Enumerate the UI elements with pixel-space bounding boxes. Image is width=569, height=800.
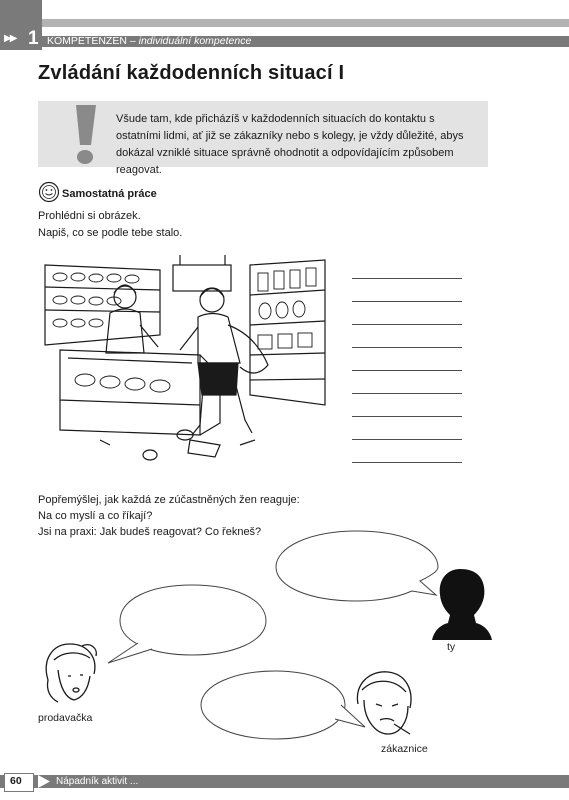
arrow-right-icon (36, 774, 52, 789)
section-label: KOMPETENZEN (47, 35, 127, 47)
instruction-line: Napiš, co se podle tebe stalo. (38, 227, 183, 239)
silhouette-icon (432, 565, 492, 640)
smiley-icon (38, 181, 60, 203)
exclamation-icon (66, 103, 102, 167)
header-top-stripe (40, 19, 569, 27)
answer-line[interactable] (352, 439, 462, 440)
section-subtitle: individuální kompetence (138, 35, 252, 47)
double-arrow-icon: ▶▶ (4, 33, 16, 44)
task-label: Samostatná práce (62, 188, 157, 200)
answer-line[interactable] (352, 370, 462, 371)
chapter-number: 1 (28, 28, 39, 49)
instruction-line: Prohlédni si obrázek. (38, 210, 141, 222)
answer-line[interactable] (352, 416, 462, 417)
answer-line[interactable] (352, 324, 462, 325)
page-title: Zvládání každodenních situací I (38, 62, 345, 84)
answer-line[interactable] (352, 301, 462, 302)
question-line: Na co myslí a co říkají? (38, 510, 153, 522)
speech-bubble-you[interactable] (270, 525, 445, 615)
supermarket-illustration (40, 255, 330, 475)
character-label-customer: zákaznice (381, 743, 428, 755)
info-text: Všude tam, kde přicházíš v každodenních situacích do kontaktu s ostatními lidmi, ať již se zákazníky nebo s kolegy, je vždy důležité, abys dokázal vzniklé situace správně ohodnotit a odpovídajícím způsobem reagovat. (116, 113, 464, 176)
question-line: Jsi na praxi: Jak budeš reagovat? Co řekneš? (38, 526, 262, 538)
answer-line[interactable] (352, 393, 462, 394)
seller-face-icon (38, 640, 103, 710)
page-number: 60 (10, 775, 22, 787)
book-title: Nápadník aktivit ... (56, 776, 139, 787)
answer-line[interactable] (352, 347, 462, 348)
section-heading (47, 36, 251, 47)
answer-line[interactable] (352, 278, 462, 279)
speech-bubble-seller[interactable] (100, 575, 275, 665)
speech-bubble-customer[interactable] (195, 665, 370, 755)
question-line: Popřemýšlej, jak každá ze zúčastněných žen reaguje: (38, 494, 300, 506)
answer-line[interactable] (352, 462, 462, 463)
character-label-seller: prodavačka (38, 712, 93, 724)
character-label-you: ty (447, 641, 456, 653)
section-separator: – (126, 35, 139, 47)
customer-face-icon (350, 668, 420, 740)
